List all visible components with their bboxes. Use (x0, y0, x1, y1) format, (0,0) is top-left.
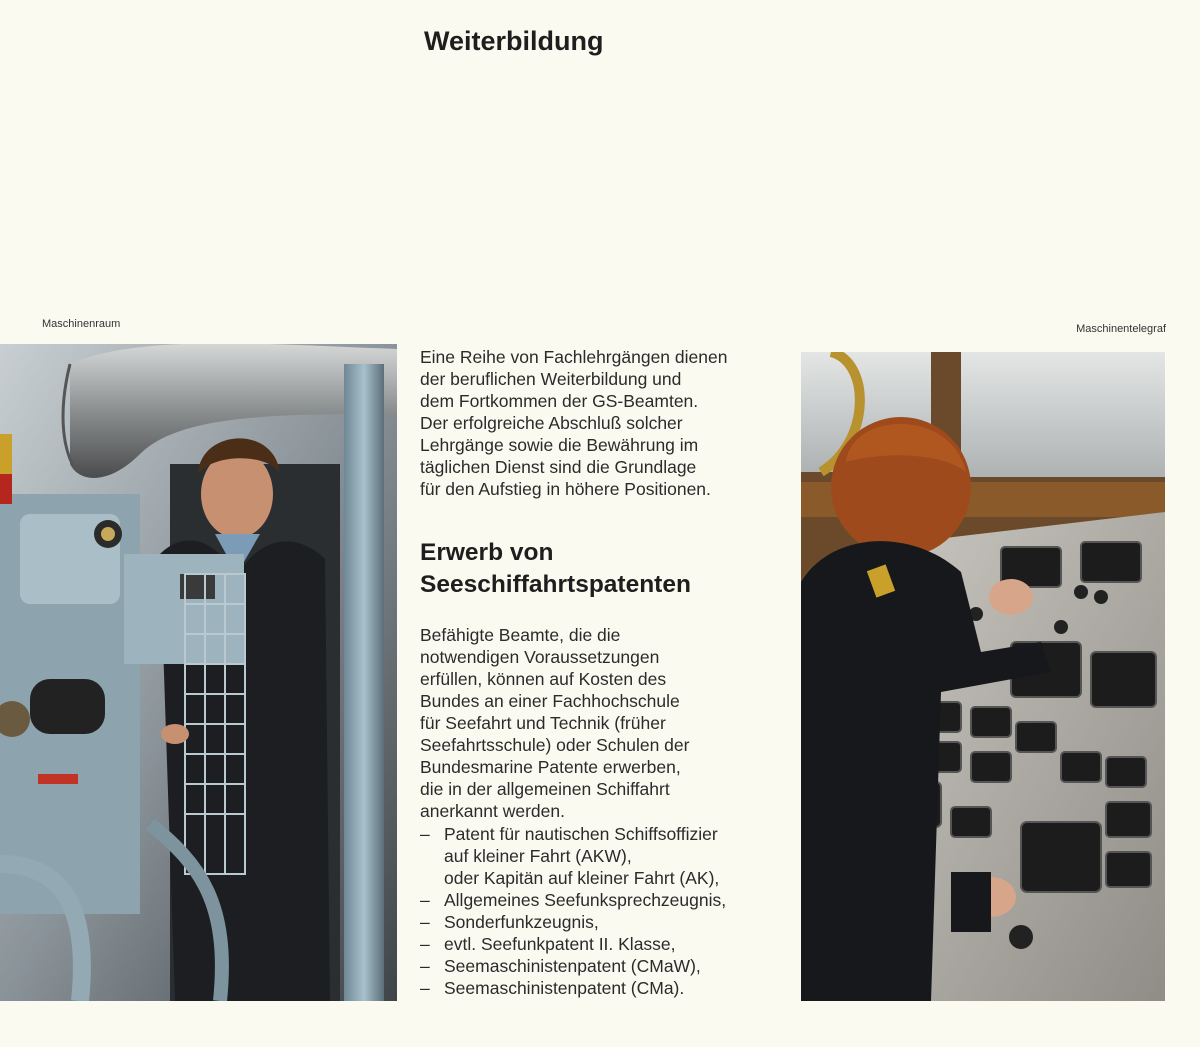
engine-room-photo (0, 344, 397, 1001)
list-dash: – (420, 890, 430, 910)
list-item: – Sonderfunkzeugnis, (420, 912, 599, 932)
section-heading: Erwerb von Seeschiffahrtspatenten (420, 539, 691, 598)
intro-paragraph: Eine Reihe von Fachlehrgängen dienen der beruflichen Weiterbildung und dem Fortkommen der GS-Beamten. Der erfolgreiche Abschluß solcher Lehrgänge sowie die Bewährung im täglichen Dienst sind die Grundlage für den Aufstieg in höhere Positionen. (420, 347, 728, 499)
list-item: – Patent für nautischen Schiffsoffizier auf kleiner Fahrt (AKW), oder Kapitän auf kleiner Fahrt (AK), (420, 824, 720, 888)
list-dash: – (420, 956, 430, 976)
list-dash: – (420, 824, 430, 844)
section-paragraph: Befähigte Beamte, die die notwendigen Voraussetzungen erfüllen, können auf Kosten des Bundes an einer Fachhochschule für Seefahrt und Technik (früher Seefahrtsschule) oder Schulen der Bundesmarine Patente erwerben, die in der allgemeinen Schiffahrt anerkannt werden. (420, 625, 690, 821)
list-item: – Allgemeines Seefunksprechzeugnis, (420, 890, 727, 910)
list-dash: – (420, 978, 430, 998)
page-title: Weiterbildung (424, 26, 604, 56)
list-dash: – (420, 934, 430, 954)
list-item: – Seemaschinistenpatent (CMa). (420, 978, 685, 998)
photo-caption-engine-telegraph: Maschinentelegraf (1076, 323, 1166, 335)
list-dash: – (420, 912, 430, 932)
engine-telegraph-photo (801, 352, 1165, 1001)
photo-caption-engine-room: Maschinenraum (42, 318, 121, 330)
patent-list (420, 823, 800, 999)
list-item: – evtl. Seefunkpatent II. Klasse, (420, 934, 676, 954)
list-item: – Seemaschinistenpatent (CMaW), (420, 956, 701, 976)
